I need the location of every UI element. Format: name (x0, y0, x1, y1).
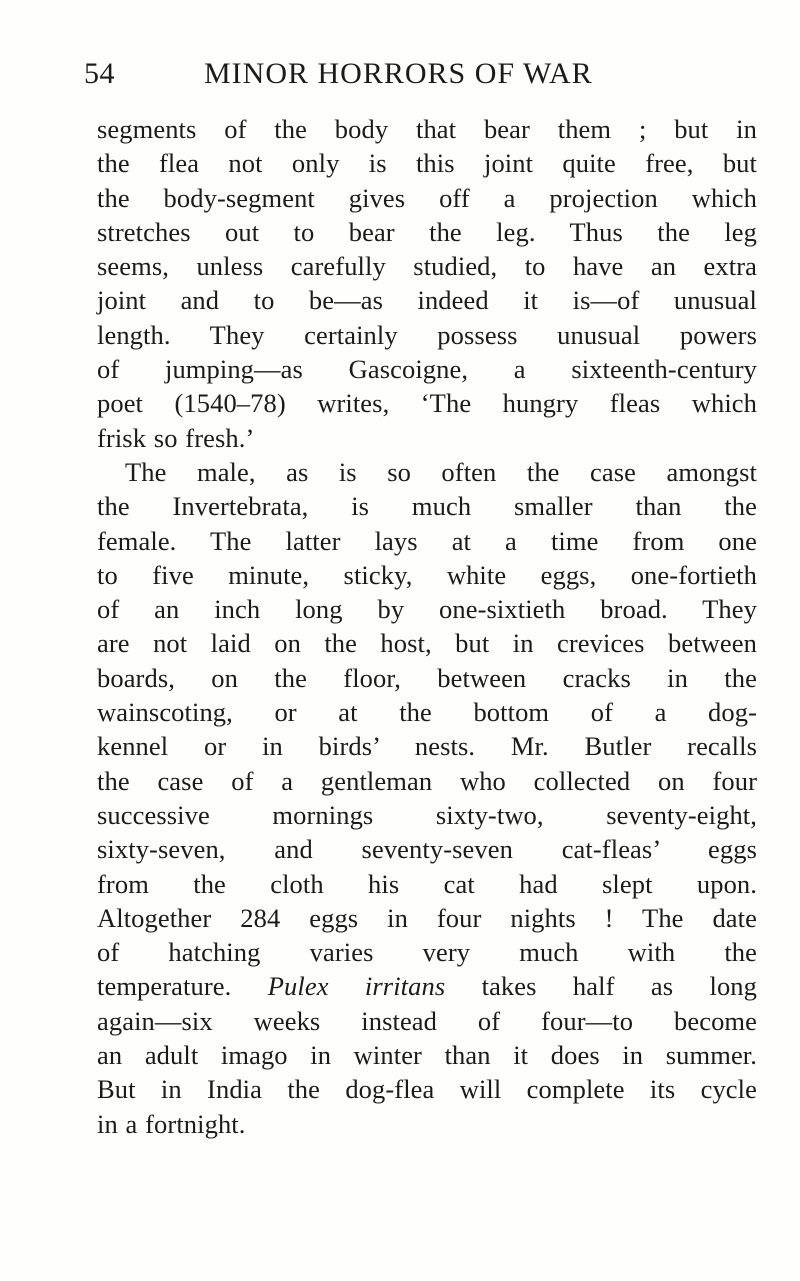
text-line: sixty-seven, and seventy-seven cat-fleas’ eggs (97, 834, 757, 865)
text-line: of hatching varies very much with the (97, 937, 757, 968)
text-line: in a fortnight. (97, 1108, 246, 1139)
species-name: Pulex irritans (267, 971, 446, 1002)
text-line: Altogether 284 eggs in four nights ! The date (97, 902, 757, 933)
text-line: of jumping—as Gascoigne, a sixteenth-century (97, 354, 757, 385)
text-line: female. The latter lays at a time from one (97, 525, 757, 556)
text-line: successive mornings sixty-two, seventy-eight, (97, 799, 757, 830)
text-line: frisk so fresh.’ (97, 422, 255, 453)
text-line: But in India the dog-flea will complete its cycle (97, 1074, 757, 1105)
page-number: 54 (84, 57, 115, 90)
text-line: boards, on the floor, between cracks in the (97, 662, 757, 693)
text-line: the Invertebrata, is much smaller than the (97, 491, 757, 522)
text-line: to five minute, sticky, white eggs, one-fortieth (97, 559, 757, 590)
text-line: the case of a gentleman who collected on four (97, 765, 757, 796)
text-line: The male, as is so often the case amongst (125, 456, 757, 487)
text-line: are not laid on the host, but in crevices between (97, 628, 757, 659)
text-line: stretches out to bear the leg. Thus the leg (97, 216, 757, 247)
text-line: wainscoting, or at the bottom of a dog- (97, 697, 757, 728)
text-line: length. They certainly possess unusual powers (97, 319, 757, 350)
text-line: seems, unless carefully studied, to have an extra (97, 251, 757, 282)
running-title: MINOR HORRORS OF WAR (204, 57, 593, 90)
text-line: segments of the body that bear them ; but in (97, 114, 757, 144)
text-line: the flea not only is this joint quite free, but (97, 148, 757, 179)
text-fragment: temperature. (97, 971, 232, 1002)
body-text (97, 112, 757, 1141)
text-line-mixed (97, 969, 757, 1003)
text-line: from the cloth his cat had slept upon. (97, 868, 757, 899)
running-head (84, 54, 660, 98)
text-line: again—six weeks instead of four—to become (97, 1005, 757, 1036)
text-line: joint and to be—as indeed it is—of unusual (97, 285, 757, 316)
text-line: kennel or in birds’ nests. Mr. Butler recalls (97, 731, 757, 762)
text-line: poet (1540–78) writes, ‘The hungry fleas which (97, 388, 757, 419)
text-line: of an inch long by one-sixtieth broad. They (97, 594, 757, 625)
text-fragment: takes half as long (481, 971, 758, 1002)
text-line: the body-segment gives off a projection which (97, 182, 757, 213)
text-line: an adult imago in winter than it does in summer. (97, 1040, 757, 1071)
